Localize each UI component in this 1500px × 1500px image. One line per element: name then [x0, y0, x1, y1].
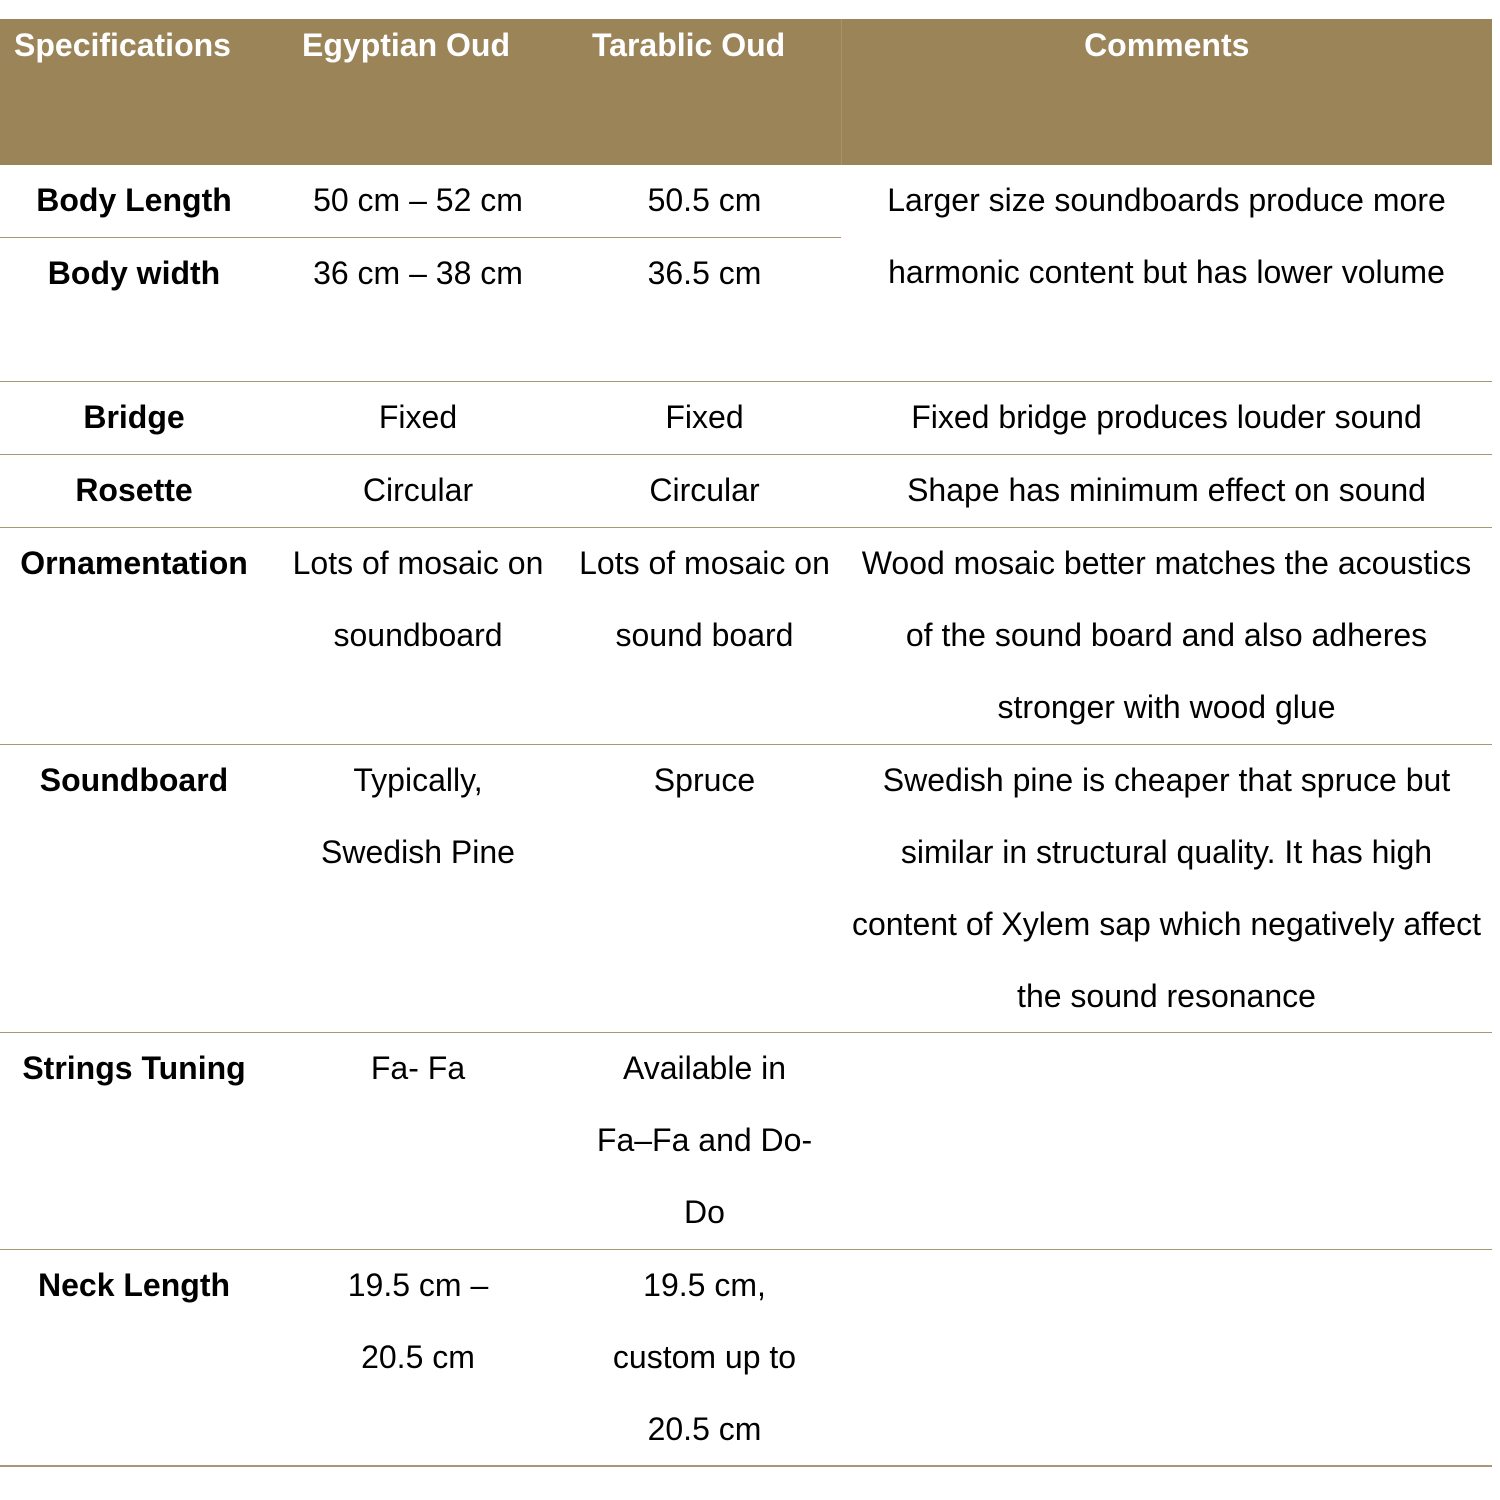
table-row-bridge	[0, 381, 1492, 454]
comment-value	[841, 1249, 1492, 1466]
egyptian-value: 19.5 cm – 20.5 cm	[268, 1249, 568, 1466]
header-row	[0, 19, 1492, 165]
table-row-strings-tuning	[0, 1032, 1492, 1249]
egyptian-value: Fixed	[268, 381, 568, 454]
spec-label: Neck Length	[0, 1249, 268, 1466]
tarablic-value: Lots of mosaic on sound board	[568, 527, 841, 744]
tarablic-value: 19.5 cm, custom up to 20.5 cm	[568, 1249, 841, 1466]
spec-label: Strings Tuning	[0, 1032, 268, 1249]
egyptian-value: Fa- Fa	[268, 1032, 568, 1249]
egyptian-value: 50 cm – 52 cm	[268, 165, 568, 237]
header-tarablic-oud: Tarablic Oud	[568, 19, 841, 165]
tarablic-value: Available in Fa–Fa and Do-Do	[568, 1032, 841, 1249]
tarablic-value: Spruce	[568, 744, 841, 1032]
header-comments: Comments	[841, 19, 1492, 165]
tarablic-value: 36.5 cm	[568, 237, 841, 381]
header-egyptian-oud: Egyptian Oud	[268, 19, 568, 165]
comment-value: Shape has minimum effect on sound	[841, 454, 1492, 527]
table-row-ornamentation	[0, 527, 1492, 744]
table-row-neck-length	[0, 1249, 1492, 1466]
comment-value: Swedish pine is cheaper that spruce but similar in structural quality. It has high content of Xylem sap which negatively affect the sound resonance	[841, 744, 1492, 1032]
egyptian-value: Typically, Swedish Pine	[268, 744, 568, 1032]
table-body	[0, 165, 1492, 1466]
table-row-body-length	[0, 165, 1492, 237]
spec-label: Soundboard	[0, 744, 268, 1032]
tarablic-value: Circular	[568, 454, 841, 527]
tarablic-value: 50.5 cm	[568, 165, 841, 237]
table-row-rosette	[0, 454, 1492, 527]
spec-label: Bridge	[0, 381, 268, 454]
table-row-soundboard	[0, 744, 1492, 1032]
oud-specifications-table	[0, 19, 1492, 1467]
header-specifications: Specifications	[0, 19, 268, 165]
egyptian-value: Circular	[268, 454, 568, 527]
comment-value: Larger size soundboards produce more harmonic content but has lower volume	[841, 165, 1492, 381]
tarablic-value: Fixed	[568, 381, 841, 454]
egyptian-value: 36 cm – 38 cm	[268, 237, 568, 381]
spec-label: Rosette	[0, 454, 268, 527]
comment-value: Fixed bridge produces louder sound	[841, 381, 1492, 454]
comment-value	[841, 1032, 1492, 1249]
comment-value: Wood mosaic better matches the acoustics of the sound board and also adheres stronger with wood glue	[841, 527, 1492, 744]
spec-label: Ornamentation	[0, 527, 268, 744]
table-header	[0, 19, 1492, 165]
spec-label: Body width	[0, 237, 268, 381]
spec-label: Body Length	[0, 165, 268, 237]
egyptian-value: Lots of mosaic on soundboard	[268, 527, 568, 744]
